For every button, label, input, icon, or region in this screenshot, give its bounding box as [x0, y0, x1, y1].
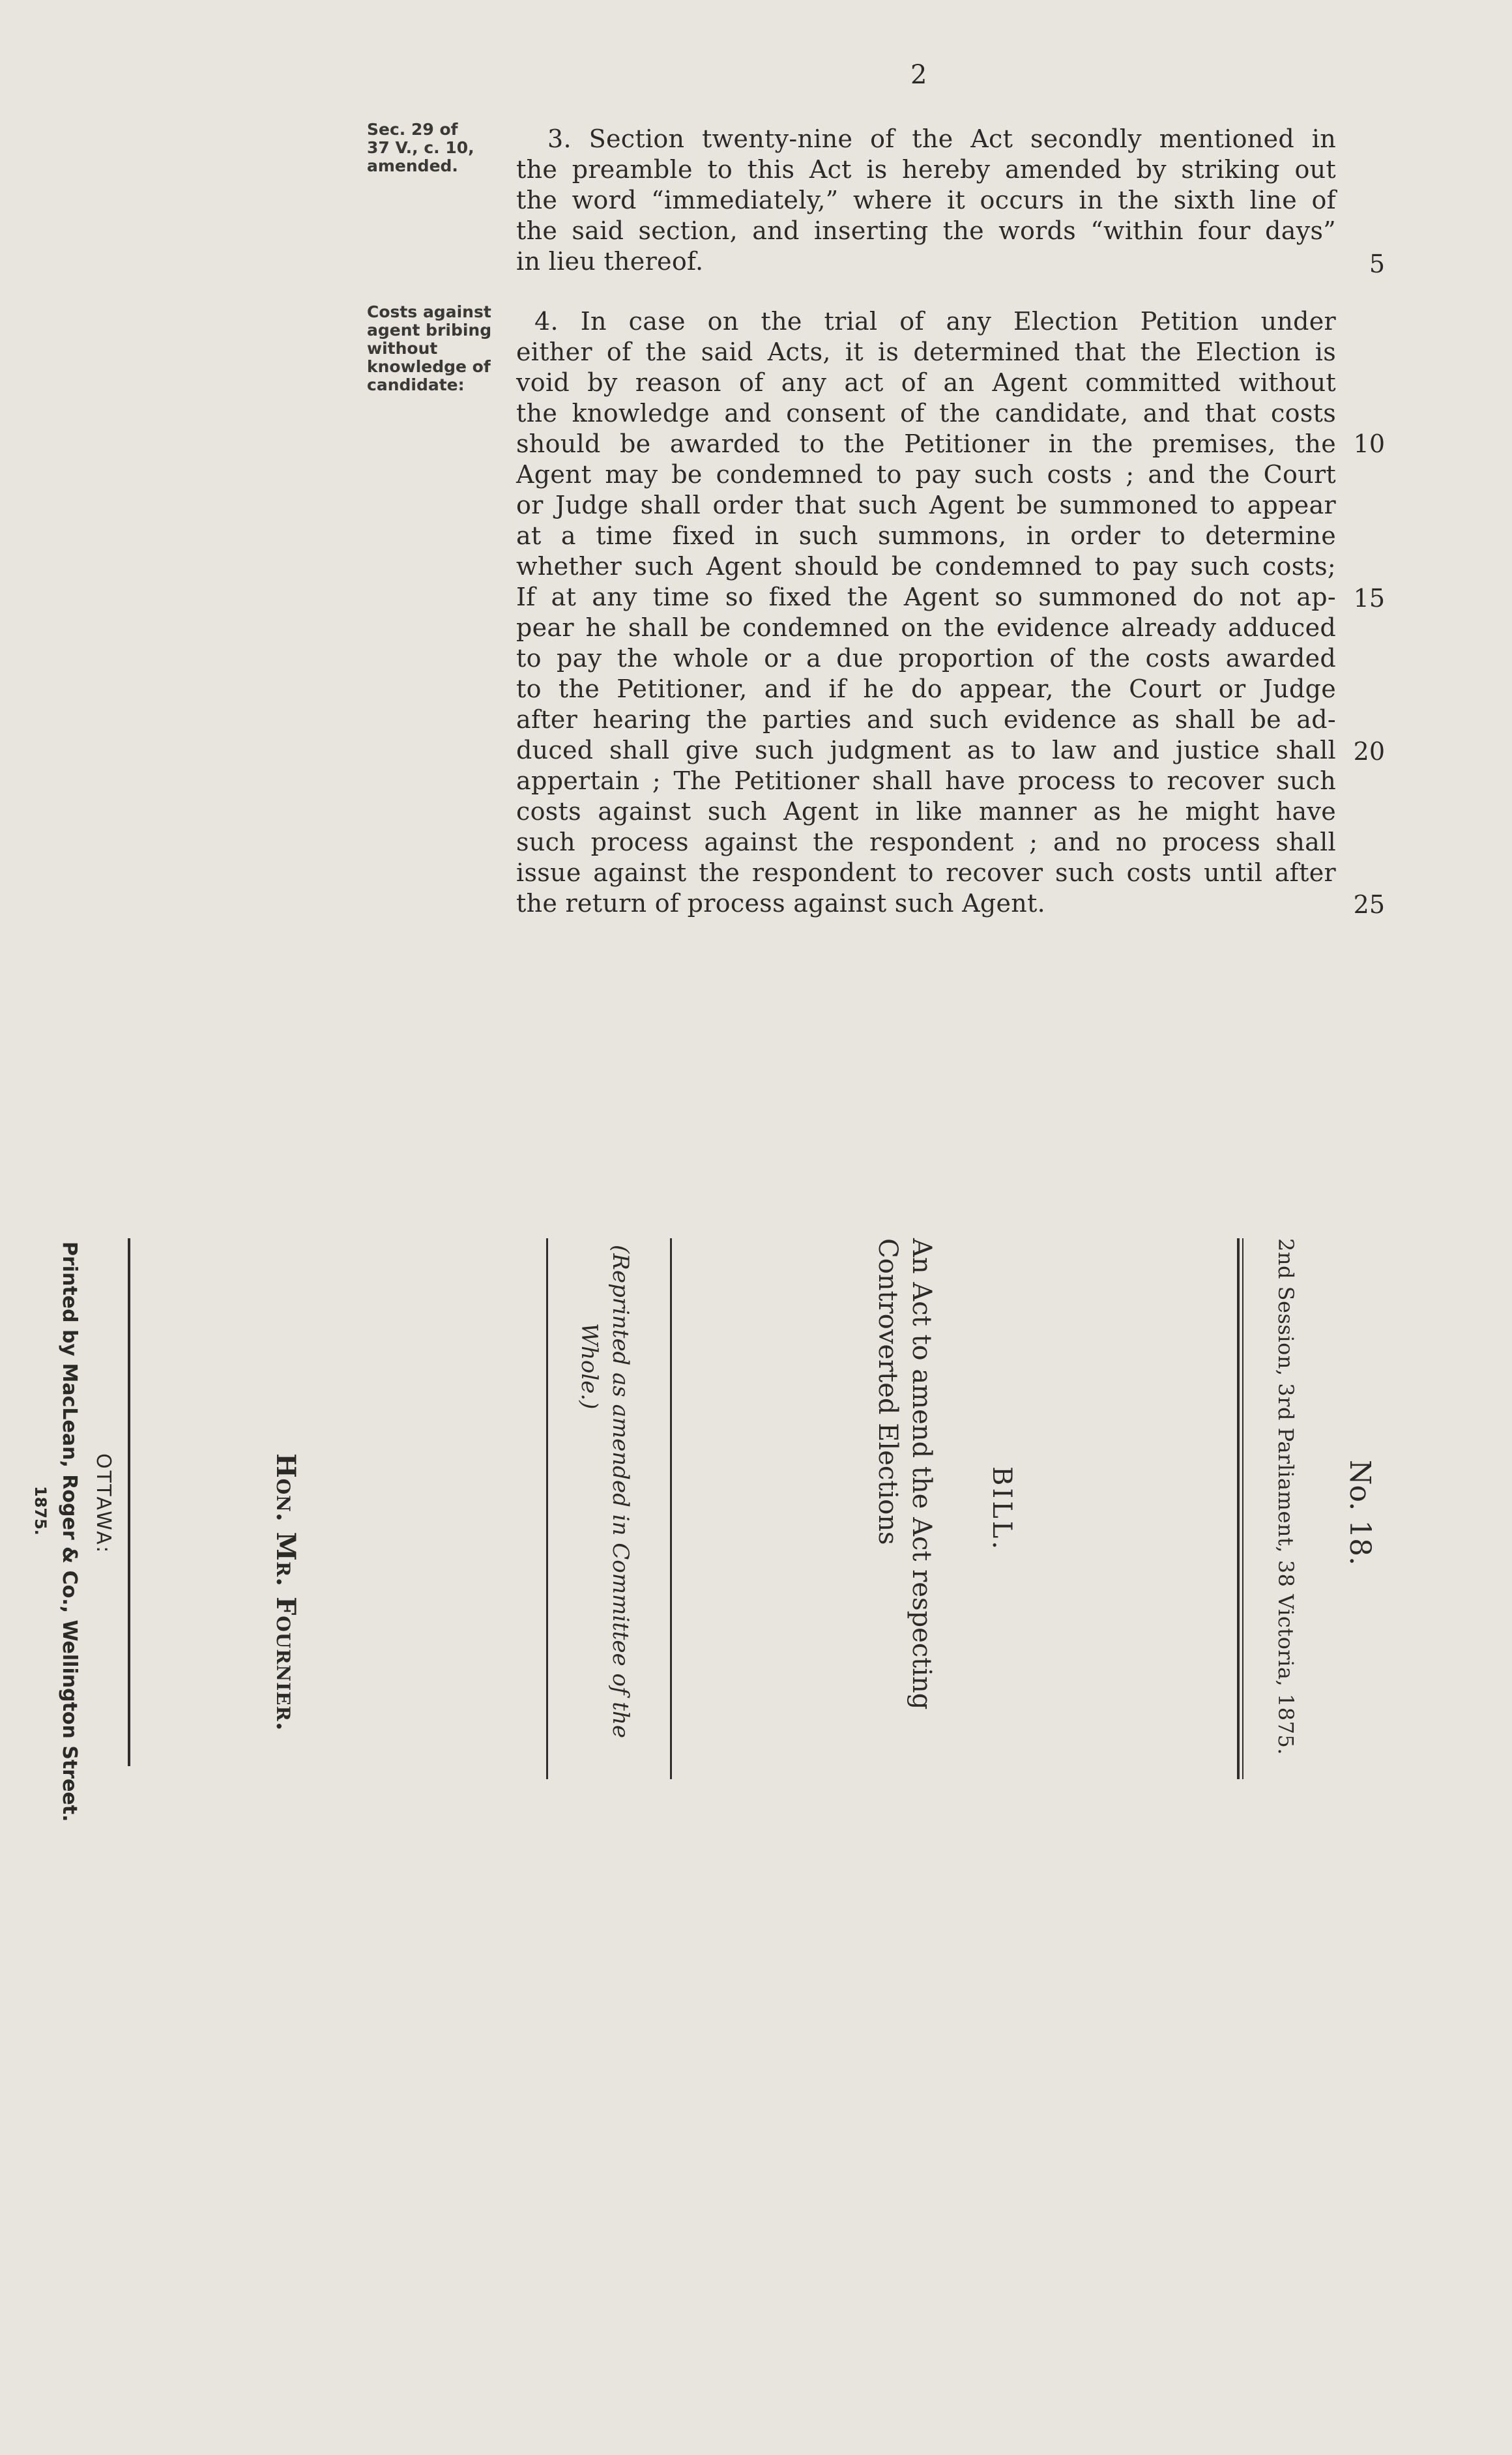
text-line: or Judge shall order that such Agent be summoned to appear	[516, 491, 1336, 519]
sidenote-line: without	[367, 339, 438, 358]
cover-reprint-line: Whole.)	[576, 1323, 602, 1410]
text-line: either of the said Acts, it is determined that the Election is	[516, 338, 1336, 366]
rule-mid	[670, 1238, 672, 1779]
cover-year: 1875.	[31, 1486, 50, 1535]
text-line: the said section, and inserting the words “within four days”	[516, 216, 1336, 245]
section-4-paragraph	[516, 306, 1336, 919]
text-line: in lieu thereof.	[516, 247, 704, 276]
sidenote-line: 37 V., c. 10,	[367, 138, 474, 157]
rule-top-a	[1237, 1238, 1240, 1779]
sidenote-line: Costs against	[367, 302, 491, 321]
text-line: after hearing the parties and such evidence as shall be ad-	[516, 705, 1336, 734]
cover-reprint-note	[574, 1245, 636, 1738]
line-number: 5	[1369, 250, 1385, 278]
cover-title-line: Controverted Elections	[873, 1238, 903, 1545]
sidenote-section-4	[367, 303, 510, 394]
line-number: 15	[1353, 584, 1385, 613]
text-line: issue against the respondent to recover such costs until after	[516, 858, 1336, 887]
line-number: 10	[1353, 429, 1385, 458]
rule-bottom	[128, 1238, 130, 1766]
text-line: to the Petitioner, and if he do appear, the Court or Judge	[516, 675, 1336, 703]
text-line: appertain ; The Petitioner shall have process to recover such	[516, 766, 1336, 795]
sidenote-line: knowledge of	[367, 357, 491, 376]
cover-session: 2nd Session, 3rd Parliament, 38 Victoria, 1875.	[1273, 1238, 1298, 1755]
rule-top-b	[1242, 1238, 1243, 1779]
text-line: the return of process against such Agent.	[516, 889, 1045, 918]
text-line: Agent may be condemned to pay such costs ; and the Court	[516, 460, 1336, 489]
section-3-paragraph	[516, 124, 1336, 277]
sidenote-line: agent bribing	[367, 321, 492, 340]
cover-bill-label: BILL.	[987, 1466, 1017, 1552]
cover-title	[871, 1238, 938, 1709]
cover-member: Hon. Mr. Fournier.	[270, 1453, 301, 1732]
cover-bill-number: No. 18.	[1343, 1460, 1376, 1566]
cover-city: OTTAWA:	[92, 1453, 115, 1555]
text-line: pear he shall be condemned on the evidence already adduced	[516, 613, 1336, 642]
text-line: should be awarded to the Petitioner in the premises, the	[516, 429, 1336, 458]
sidenote-line: Sec. 29 of	[367, 120, 458, 139]
text-line: costs against such Agent in like manner as he might have	[516, 797, 1336, 826]
cover-title-line: An Act to amend the Act respecting	[907, 1238, 937, 1710]
page-number: 2	[910, 60, 927, 90]
text-line: at a time fixed in such summons, in order to determine	[516, 521, 1336, 550]
text-line: the word “immediately,” where it occurs in the sixth line of	[516, 186, 1336, 214]
text-line: the preamble to this Act is hereby amended by striking out	[516, 155, 1336, 184]
text-line: the knowledge and consent of the candidate, and that costs	[516, 399, 1336, 428]
text-line: 3. Section twenty-nine of the Act secondly mentioned in	[547, 124, 1336, 153]
cover-reprint-line: (Reprinted as amended in Committee of the	[607, 1245, 633, 1738]
text-line: 4. In case on the trial of any Election Petition under	[534, 307, 1336, 336]
line-number: 20	[1353, 737, 1385, 766]
rule-reprint	[546, 1238, 548, 1779]
sidenote-line: amended.	[367, 156, 458, 175]
text-line: If at any time so fixed the Agent so summoned do not ap-	[516, 583, 1336, 611]
sidenote-section-3	[367, 121, 510, 175]
line-number: 25	[1353, 890, 1385, 919]
sidenote-line: candidate:	[367, 375, 465, 394]
cover-printer: Printed by MacLean, Roger & Co., Wellington Street.	[58, 1242, 81, 1822]
text-line: void by reason of any act of an Agent committed without	[516, 368, 1336, 397]
text-line: to pay the whole or a due proportion of the costs awarded	[516, 644, 1336, 673]
text-line: such process against the respondent ; and no process shall	[516, 828, 1336, 856]
text-line: whether such Agent should be condemned to pay such costs;	[516, 552, 1336, 581]
text-line: duced shall give such judgment as to law and justice shall	[516, 736, 1336, 764]
